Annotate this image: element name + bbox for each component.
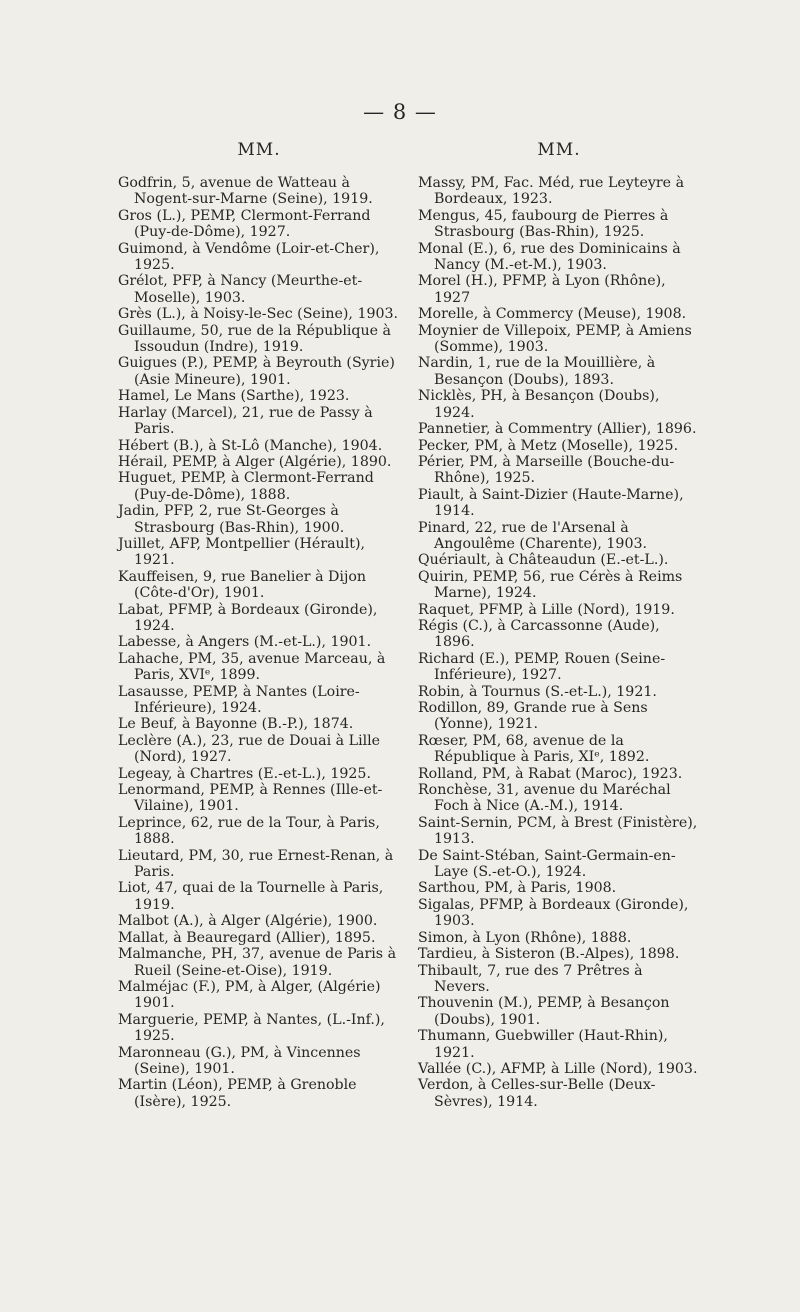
member-entry: Guimond, à Vendôme (Loir-et-Cher), 1925.	[118, 240, 380, 274]
member-entry: Hébert (B.), à St-Lô (Manche), 1904.	[118, 437, 383, 454]
member-entry: Saint-Sernin, PCM, à Brest (Finistère), 1913.	[418, 814, 698, 848]
member-entry: Sigalas, PFMP, à Bordeaux (Gironde), 1903.	[418, 896, 689, 930]
left-column	[118, 140, 400, 1110]
member-entry: Harlay (Marcel), 21, rue de Passy à Paris.	[118, 404, 373, 438]
member-entry: Robin, à Tournus (S.-et-L.), 1921.	[418, 683, 657, 700]
member-entry: Liot, 47, quai de la Tournelle à Paris, 1919.	[118, 880, 384, 913]
member-entry: Lieutard, PM, 30, rue Ernest-Renan, à Paris.	[118, 847, 394, 881]
member-entry: Pannetier, à Commentry (Allier), 1896.	[418, 421, 697, 438]
member-entry: Rodillon, 89, Grande rue à Sens (Yonne), 1921.	[418, 700, 648, 733]
left-entry-list	[118, 175, 400, 1110]
member-entry: Le Beuf, à Bayonne (B.-P.), 1874.	[118, 716, 354, 733]
member-entry: Martin (Léon), PEMP, à Grenoble (Isère), 1925.	[118, 1077, 357, 1110]
member-entry: Mengus, 45, faubourg de Pierres à Strasbourg (Bas-Rhin), 1925.	[418, 207, 669, 241]
member-entry: Richard (E.), PEMP, Rouen (Seine-Inférieure), 1927.	[418, 650, 666, 684]
member-entry: Gros (L.), PEMP, Clermont-Ferrand (Puy-de-Dôme), 1927.	[118, 207, 371, 241]
member-entry: Grélot, PFP, à Nancy (Meurthe-et-Moselle), 1903.	[118, 273, 363, 306]
member-entry: Morel (H.), PFMP, à Lyon (Rhône), 1927	[418, 273, 666, 306]
member-entry: Legeay, à Chartres (E.-et-L.), 1925.	[118, 765, 371, 782]
member-entry: Godfrin, 5, avenue de Watteau à Nogent-sur-Marne (Seine), 1919.	[118, 175, 373, 208]
member-entry: Hamel, Le Mans (Sarthe), 1923.	[118, 388, 350, 405]
page-number: — 8 —	[363, 100, 437, 124]
member-entry: Labesse, à Angers (M.-et-L.), 1901.	[118, 634, 372, 651]
member-entry: Jadin, PFP, 2, rue St-Georges à Strasbourg (Bas-Rhin), 1900.	[118, 503, 345, 536]
member-entry: Malméjac (F.), PM, à Alger, (Algérie) 1901.	[118, 978, 381, 1012]
member-entry: Huguet, PEMP, à Clermont-Ferrand (Puy-de-Dôme), 1888.	[118, 470, 374, 503]
member-entry: Guillaume, 50, rue de la République à Issoudun (Indre), 1919.	[118, 322, 391, 356]
member-entry: Lenormand, PEMP, à Rennes (Ille-et-Vilaine), 1901.	[118, 782, 383, 815]
member-entry: Lahache, PM, 35, avenue Marceau, à Paris, XVIᵉ, 1899.	[118, 650, 386, 684]
member-entry: Thumann, Guebwiller (Haut-Rhin), 1921.	[418, 1028, 668, 1061]
member-entry: Malbot (A.), à Alger (Algérie), 1900.	[118, 913, 378, 930]
member-entry: Mallat, à Beauregard (Allier), 1895.	[118, 929, 376, 946]
member-entry: Nicklès, PH, à Besançon (Doubs), 1924.	[418, 388, 660, 421]
right-column-heading: MM.	[537, 140, 581, 160]
member-entry: Piault, à Saint-Dizier (Haute-Marne), 1914.	[418, 486, 684, 520]
member-entry: Verdon, à Celles-sur-Belle (Deux-Sèvres), 1914.	[418, 1077, 656, 1110]
member-entry: Rœser, PM, 68, avenue de la République à Paris, XIᵉ, 1892.	[418, 732, 650, 766]
member-entry: Guigues (P.), PEMP, à Beyrouth (Syrie) (Asie Mineure), 1901.	[118, 355, 395, 388]
member-entry: Moynier de Villepoix, PEMP, à Amiens (Somme), 1903.	[418, 322, 692, 356]
member-entry: Simon, à Lyon (Rhône), 1888.	[418, 929, 632, 946]
member-entry: Pinard, 22, rue de l'Arsenal à Angoulême (Charente), 1903.	[418, 519, 648, 552]
member-entry: Morelle, à Commercy (Meuse), 1908.	[418, 306, 687, 323]
member-entry: Rolland, PM, à Rabat (Maroc), 1923.	[418, 765, 683, 782]
member-entry: Quirin, PEMP, 56, rue Cérès à Reims Marne), 1924.	[418, 568, 683, 602]
member-entry: Leclère (A.), 23, rue de Douai à Lille (Nord), 1927.	[118, 732, 381, 766]
member-entry: Quériault, à Châteaudun (E.-et-L.).	[418, 552, 669, 569]
member-entry: Thibault, 7, rue des 7 Prêtres à Nevers.	[418, 962, 643, 995]
member-entry: Labat, PFMP, à Bordeaux (Gironde), 1924.	[118, 601, 378, 634]
member-entry: De Saint-Stéban, Saint-Germain-en-Laye (S.-et-O.), 1924.	[418, 847, 676, 881]
member-entry: Régis (C.), à Carcassonne (Aude), 1896.	[418, 617, 660, 651]
member-entry: Malmanche, PH, 37, avenue de Paris à Rueil (Seine-et-Oise), 1919.	[118, 946, 397, 979]
left-column-heading: MM.	[237, 140, 281, 160]
member-entry: Ronchèse, 31, avenue du Maréchal Foch à Nice (A.-M.), 1914.	[418, 782, 671, 815]
member-entry: Hérail, PEMP, à Alger (Algérie), 1890.	[118, 453, 392, 470]
member-entry: Kauffeisen, 9, rue Banelier à Dijon (Côte-d'Or), 1901.	[118, 568, 367, 602]
member-entry: Massy, PM, Fac. Méd, rue Leyteyre à Bordeaux, 1923.	[418, 175, 685, 208]
member-entry: Juillet, AFP, Montpellier (Hérault), 1921.	[118, 535, 365, 569]
member-entry: Monal (E.), 6, rue des Dominicains à Nancy (M.-et-M.), 1903.	[418, 240, 681, 274]
member-entry: Grès (L.), à Noisy-le-Sec (Seine), 1903.	[118, 306, 399, 323]
member-entry: Marguerie, PEMP, à Nantes, (L.-Inf.), 1925.	[118, 1011, 385, 1045]
member-entry: Vallée (C.), AFMP, à Lille (Nord), 1903.	[418, 1060, 698, 1077]
member-entry: Sarthou, PM, à Paris, 1908.	[418, 880, 617, 897]
member-entry: Pecker, PM, à Metz (Moselle), 1925.	[418, 437, 679, 454]
member-entry: Thouvenin (M.), PEMP, à Besançon (Doubs), 1901.	[418, 995, 670, 1028]
member-entry: Maronneau (G.), PM, à Vincennes (Seine), 1901.	[118, 1044, 361, 1077]
member-entry: Leprince, 62, rue de la Tour, à Paris, 1888.	[118, 814, 380, 848]
member-entry: Périer, PM, à Marseille (Bouche-du-Rhône), 1925.	[418, 453, 675, 487]
right-entry-list	[418, 175, 700, 1110]
member-entry: Nardin, 1, rue de la Mouillière, à Besançon (Doubs), 1893.	[418, 355, 656, 388]
member-entry: Lasausse, PEMP, à Nantes (Loire-Inférieure), 1924.	[118, 683, 360, 716]
member-entry: Raquet, PFMP, à Lille (Nord), 1919.	[418, 601, 675, 618]
right-column	[418, 140, 700, 1110]
member-entry: Tardieu, à Sisteron (B.-Alpes), 1898.	[418, 946, 680, 963]
